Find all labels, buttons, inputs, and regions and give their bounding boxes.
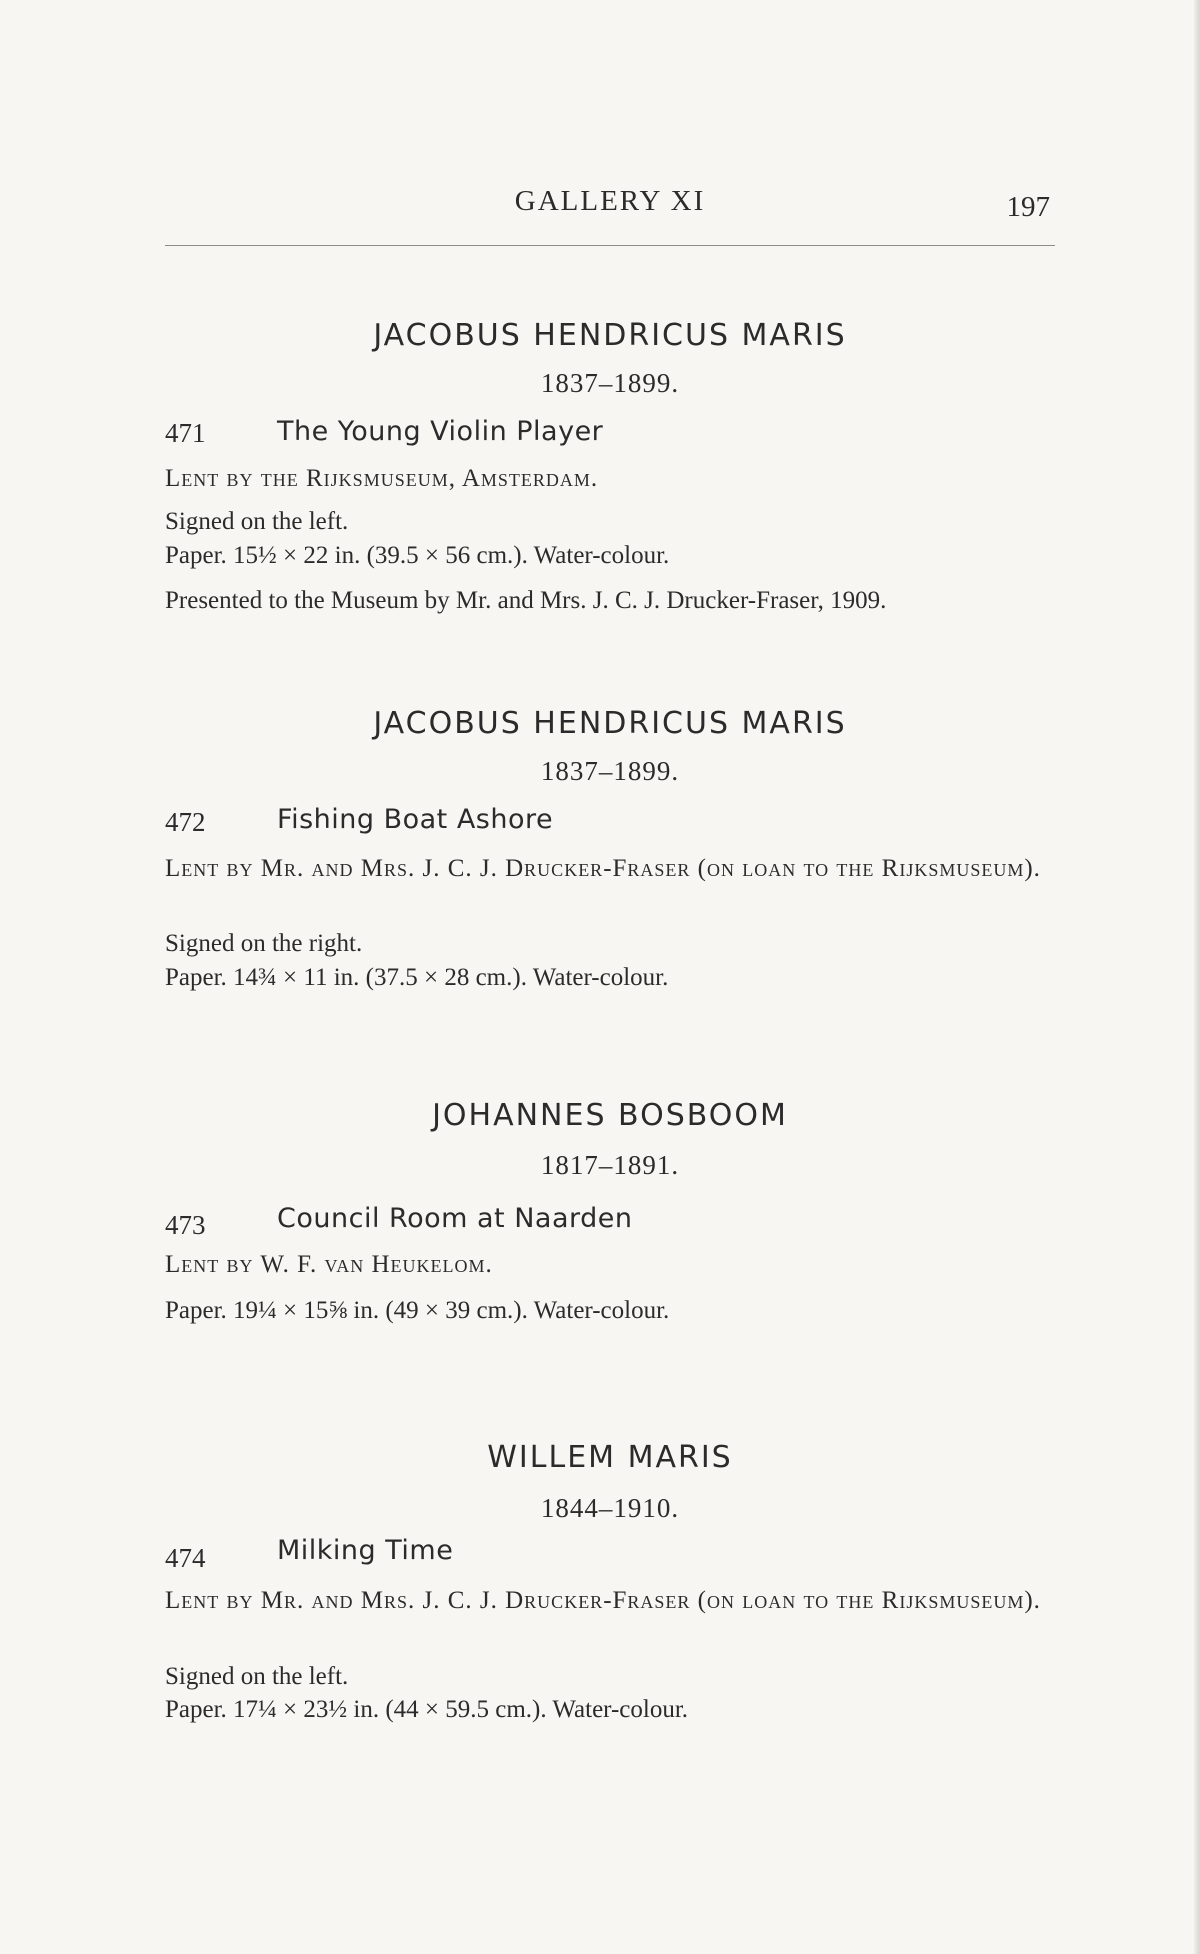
artist-dates: 1837–1899. (540, 368, 680, 398)
entry-lender: Lent by W. F. van Heukelom. (165, 1251, 493, 1278)
entry-number: 474 (165, 1543, 206, 1573)
entry-medium: Paper. 14¾ × 11 in. (37.5 × 28 cm.). Water-colour. (165, 964, 669, 991)
entry-number: 473 (165, 1210, 206, 1240)
entry-medium: Paper. 19¼ × 15⅝ in. (49 × 39 cm.). Water-colour. (165, 1297, 670, 1324)
entry-title: Fishing Boat Ashore (277, 804, 554, 835)
page-edge (1194, 0, 1200, 1954)
entry-number: 471 (165, 418, 206, 448)
artist-dates: 1817–1891. (540, 1150, 680, 1180)
entry-signed: Signed on the left. (165, 1663, 349, 1690)
entry-title: The Young Violin Player (277, 416, 604, 447)
header-rule (165, 245, 1055, 246)
artist-name: JACOBUS HENDRICUS MARIS (373, 706, 847, 741)
entry-lender: Lent by Mr. and Mrs. J. C. J. Drucker-Fraser (on loan to the Rijksmuseum). (165, 855, 1041, 882)
entry-signed: Signed on the left. (165, 508, 349, 535)
entry-signed: Signed on the right. (165, 930, 363, 957)
artist-name: JACOBUS HENDRICUS MARIS (373, 318, 847, 353)
artist-name: WILLEM MARIS (487, 1440, 733, 1475)
entry-provenance: Presented to the Museum by Mr. and Mrs. J. C. J. Drucker-Fraser, 1909. (165, 587, 887, 614)
artist-dates: 1844–1910. (540, 1493, 680, 1523)
entry-lender: Lent by the Rijksmuseum, Amsterdam. (165, 465, 599, 492)
entry-medium: Paper. 17¼ × 23½ in. (44 × 59.5 cm.). Water-colour. (165, 1696, 689, 1723)
entry-number: 472 (165, 807, 206, 837)
entry-title: Milking Time (277, 1535, 454, 1566)
artist-name: JOHANNES BOSBOOM (432, 1098, 788, 1133)
entry-lender: Lent by Mr. and Mrs. J. C. J. Drucker-Fraser (on loan to the Rijksmuseum). (165, 1587, 1041, 1614)
page-header (165, 185, 1055, 229)
artist-dates: 1837–1899. (540, 756, 680, 786)
page-number: 197 (1006, 191, 1050, 223)
entry-title: Council Room at Naarden (277, 1203, 633, 1234)
entry-medium: Paper. 15½ × 22 in. (39.5 × 56 cm.). Water-colour. (165, 542, 670, 569)
running-title: GALLERY XI (514, 185, 706, 217)
